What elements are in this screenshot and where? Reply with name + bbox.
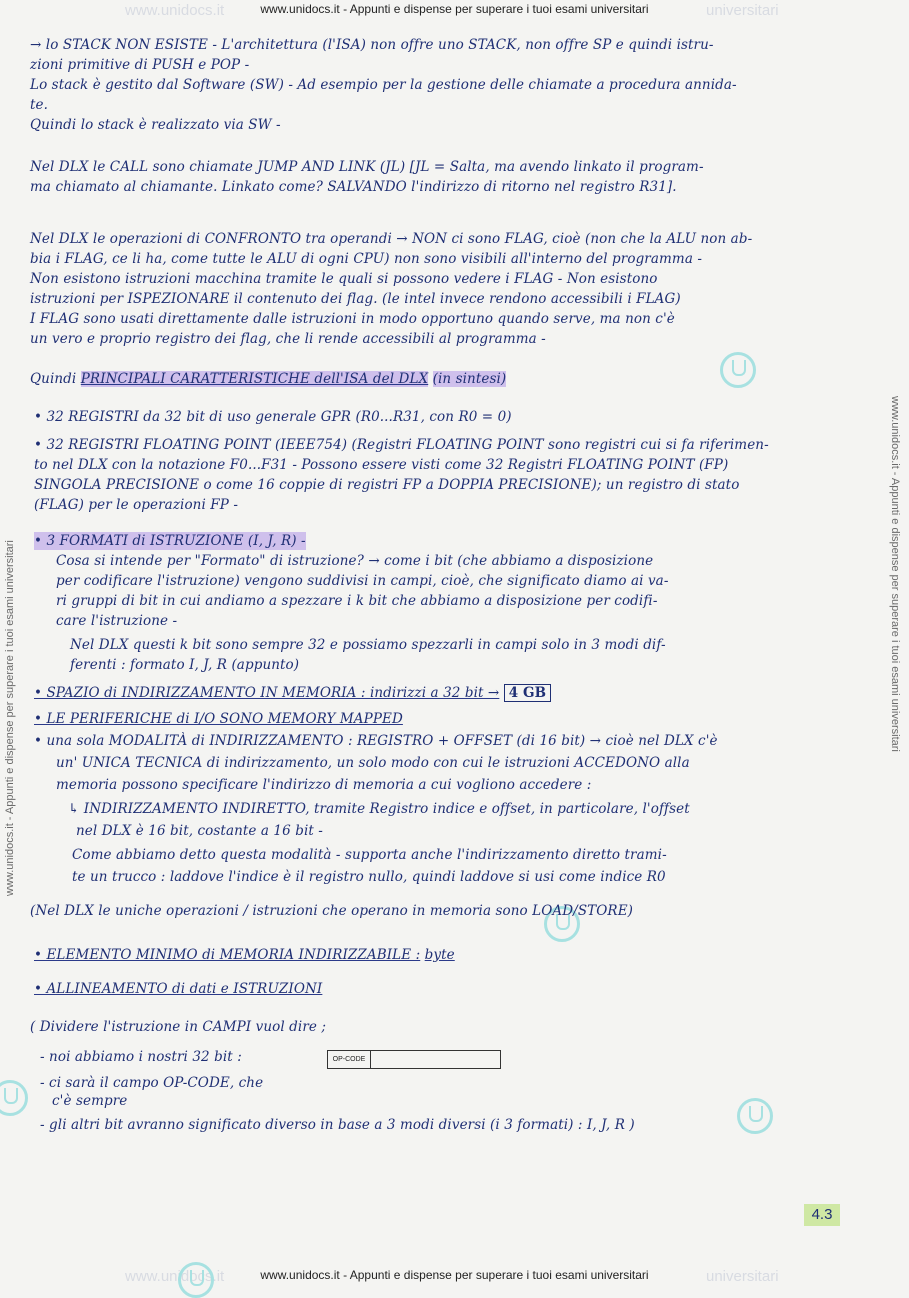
page-number: 4.3: [804, 1204, 840, 1226]
memory-size-box: 4 GB: [504, 684, 551, 702]
note-line: zioni primitive di PUSH e POP -: [30, 57, 250, 73]
bullet-item: • 3 FORMATI di ISTRUZIONE (I, J, R) -: [34, 533, 306, 549]
note-line: ri gruppi di bit in cui andiamo a spezzare i k bit che abbiamo a disposizione per codifi-: [56, 593, 658, 609]
note-line: te un trucco : laddove l'indice è il registro nullo, quindi laddove si usi come indice R0: [72, 869, 666, 885]
ghost-watermark: www.unidocs.it: [125, 1268, 225, 1285]
bottom-banner: www.unidocs.it - Appunti e dispense per superare i tuoi esami universitari: [260, 1268, 649, 1282]
note-line: Lo stack è gestito dal Software (SW) - Ad esempio per la gestione delle chiamate a procedura annida-: [30, 77, 737, 93]
top-banner: www.unidocs.it - Appunti e dispense per superare i tuoi esami universitari: [260, 2, 649, 16]
note-line: Non esistono istruzioni macchina tramite le quali si possono vedere i FLAG - Non esistono: [30, 271, 658, 287]
address-space-text: • SPAZIO di INDIRIZZAMENTO IN MEMORIA : indirizzi a 32 bit →: [34, 685, 500, 701]
instruction-field-diagram: [327, 1050, 501, 1069]
note-line: te.: [30, 97, 49, 113]
bullet-item: [34, 684, 551, 702]
note-line: (Nel DLX le uniche operazioni / istruzioni che operano in memoria sono LOAD/STORE): [30, 903, 634, 919]
note-line: care l'istruzione -: [56, 613, 178, 629]
note-line: c'è sempre: [52, 1093, 128, 1109]
note-line: Quindi lo stack è realizzato via SW -: [30, 117, 281, 133]
note-line: to nel DLX con la notazione F0...F31 - Possono essere visti come 32 Registri FLOATING POINT (FP): [34, 457, 729, 473]
heading-highlight: PRINCIPALI CARATTERISTICHE dell'ISA del DLX: [80, 371, 429, 387]
opcode-field-label: OP-CODE: [328, 1051, 371, 1068]
unidocs-logo-icon: [737, 1098, 773, 1134]
note-line: nel DLX è 16 bit, costante a 16 bit -: [76, 823, 323, 839]
note-line: → lo STACK NON ESISTE - L'architettura (l'ISA) non offre uno STACK, non offre SP e quindi istru-: [30, 37, 714, 53]
note-line: Cosa si intende per "Formato" di istruzione? → come i bit (che abbiamo a disposizione: [56, 553, 654, 569]
left-side-banner: www.unidocs.it - Appunti e dispense per superare i tuoi esami universitari: [4, 540, 16, 896]
note-line: I FLAG sono usati direttamente dalle istruzioni in modo opportuno quando serve, ma non c'è: [30, 311, 675, 327]
note-line: un' UNICA TECNICA di indirizzamento, un solo modo con cui le istruzioni ACCEDONO alla: [56, 755, 690, 771]
note-line: Come abbiamo detto questa modalità - supporta anche l'indirizzamento diretto trami-: [72, 847, 667, 863]
note-line: ↳ INDIRIZZAMENTO INDIRETTO, tramite Registro indice e offset, in particolare, l'offset: [68, 801, 690, 817]
ghost-watermark: universitari: [706, 2, 779, 19]
note-line: ferenti : formato I, J, R (appunto): [70, 657, 300, 673]
note-line: Nel DLX le CALL sono chiamate JUMP AND LINK (JL) [JL = Salta, ma avendo linkato il program-: [30, 159, 704, 175]
right-side-banner: www.unidocs.it - Appunti e dispense per superare i tuoi esami universitari: [889, 396, 901, 752]
note-line: - ci sarà il campo OP-CODE, che: [40, 1075, 264, 1091]
note-line: Nel DLX le operazioni di CONFRONTO tra operandi → NON ci sono FLAG, cioè (non che la ALU non ab-: [30, 231, 753, 247]
bullet-item: • una sola MODALITÀ di INDIRIZZAMENTO : REGISTRO + OFFSET (di 16 bit) → cioè nel DLX c'è: [34, 733, 718, 749]
note-line: istruzioni per ISPEZIONARE il contenuto dei flag. (le intel invece rendono accessibili i FLAG): [30, 291, 681, 307]
note-line: ( Dividere l'istruzione in CAMPI vuol dire ;: [30, 1019, 327, 1035]
note-line: - gli altri bit avranno significato diverso in base a 3 modi diversi (i 3 formati) : I, J, R ): [40, 1117, 635, 1133]
bullet-item: • LE PERIFERICHE di I/O SONO MEMORY MAPPED: [34, 711, 403, 727]
min-addressable-text: • ELEMENTO MINIMO di MEMORIA INDIRIZZABILE :: [34, 947, 421, 963]
note-line: un vero e proprio registro dei flag, che li rende accessibili al programma -: [30, 331, 546, 347]
ghost-watermark: www.unidocs.it: [125, 2, 225, 19]
bullet-item: [34, 946, 455, 964]
note-line: Nel DLX questi k bit sono sempre 32 e possiamo spezzarli in campi solo in 3 modi dif-: [70, 637, 666, 653]
unidocs-logo-icon: [0, 1080, 28, 1116]
note-line: per codificare l'istruzione) vengono suddivisi in campi, cioè, che significato diamo ai va-: [56, 573, 669, 589]
note-line: (FLAG) per le operazioni FP -: [34, 497, 238, 513]
note-line: memoria possono specificare l'indirizzo di memoria a cui vogliono accedere :: [56, 777, 592, 793]
bullet-item: • 32 REGISTRI da 32 bit di uso generale GPR (R0...R31, con R0 = 0): [34, 409, 512, 425]
section-heading: [30, 370, 506, 388]
ghost-watermark: universitari: [706, 1268, 779, 1285]
note-line: bia i FLAG, ce li ha, come tutte le ALU di ogni CPU) non sono visibili all'interno del programma -: [30, 251, 703, 267]
unidocs-logo-icon: [720, 352, 756, 388]
byte-text: byte: [424, 947, 455, 963]
note-line: ma chiamato al chiamante. Linkato come? SALVANDO l'indirizzo di ritorno nel registro R31].: [30, 179, 677, 195]
heading-suffix: (in sintesi): [432, 371, 507, 387]
bullet-item: • 32 REGISTRI FLOATING POINT (IEEE754) (Registri FLOATING POINT sono registri cui si fa riferimen-: [34, 437, 769, 453]
note-line: SINGOLA PRECISIONE o come 16 coppie di registri FP a DOPPIA PRECISIONE); un registro di stato: [34, 477, 740, 493]
heading-prefix: Quindi: [30, 371, 77, 387]
bullet-item: • ALLINEAMENTO di dati e ISTRUZIONI: [34, 981, 323, 997]
note-line: - noi abbiamo i nostri 32 bit :: [40, 1049, 242, 1065]
